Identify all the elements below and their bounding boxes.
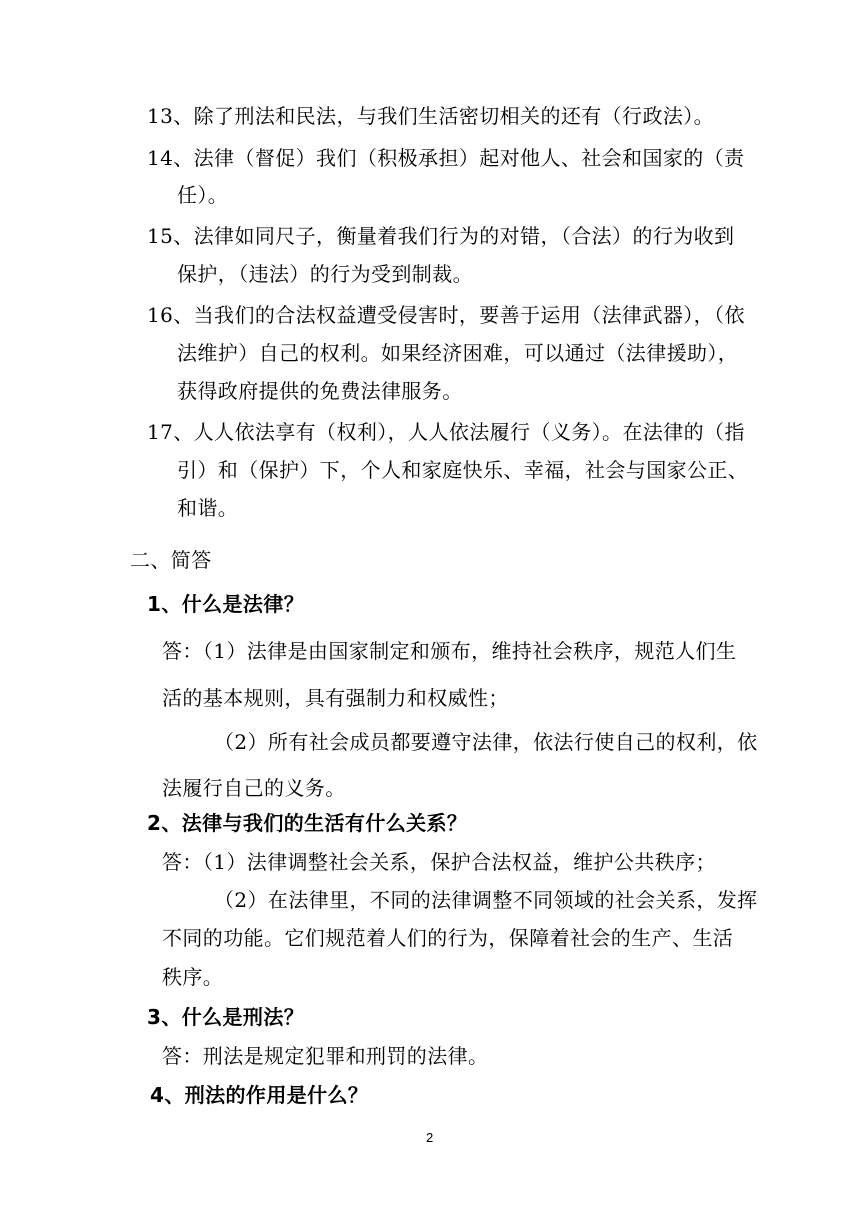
question-title: 3、什么是刑法？ [147,1005,305,1029]
fill-in-item-16: 16、当我们的合法权益遭受侵害时，要善于运用（法律武器），（依 [147,303,745,327]
answer-line: 秩序。 [162,965,224,989]
fill-in-item-16-cont: 获得政府提供的免费法律服务。 [177,379,463,403]
question-title: 4、刑法的作用是什么？ [150,1083,369,1107]
fill-in-item-16-cont: 法维护）自己的权利。如果经济困难，可以通过（法律援助）， [177,341,739,365]
answer-line: 答：（1）法律调整社会关系，保护合法权益，维护公共秩序； [162,850,716,874]
fill-in-item-17: 17、人人依法享有（权利），人人依法履行（义务）。在法律的（指 [147,420,745,444]
page-number: 2 [426,1130,434,1145]
question-title: 1、什么是法律？ [147,592,305,616]
fill-in-item-15: 15、法律如同尺子，衡量着我们行为的对错，（合法）的行为收到 [147,224,735,248]
section-heading: 二、简答 [130,548,212,572]
answer-line: （2）所有社会成员都要遵守法律，依法行使自己的权利，依 [214,730,758,754]
fill-in-item-15-cont: 保护，（违法）的行为受到制裁。 [177,262,473,286]
fill-in-item-17-cont: 引）和（保护）下，个人和家庭快乐、幸福，社会与国家公正、 [177,458,749,482]
answer-line: 答：（1）法律是由国家制定和颁布，维持社会秩序，规范人们生 [162,639,737,663]
answer-line: 答：刑法是规定犯罪和刑罚的法律。 [162,1044,489,1068]
fill-in-item-14-cont: 任）。 [177,183,229,207]
answer-line: 法履行自己的义务。 [162,776,346,800]
fill-in-item-17-cont: 和谐。 [177,496,239,520]
question-title: 2、法律与我们的生活有什么关系？ [147,811,468,835]
answer-line: 活的基本规则，具有强制力和权威性； [162,686,509,710]
fill-in-item-13: 13、除了刑法和民法，与我们生活密切相关的还有（行政法）。 [147,104,715,128]
answer-line: 不同的功能。它们规范着人们的行为，保障着社会的生产、生活 [162,926,734,950]
fill-in-item-14: 14、法律（督促）我们（积极承担）起对他人、社会和国家的（责 [147,146,745,170]
answer-line: （2）在法律里，不同的法律调整不同领域的社会关系，发挥 [214,888,758,912]
